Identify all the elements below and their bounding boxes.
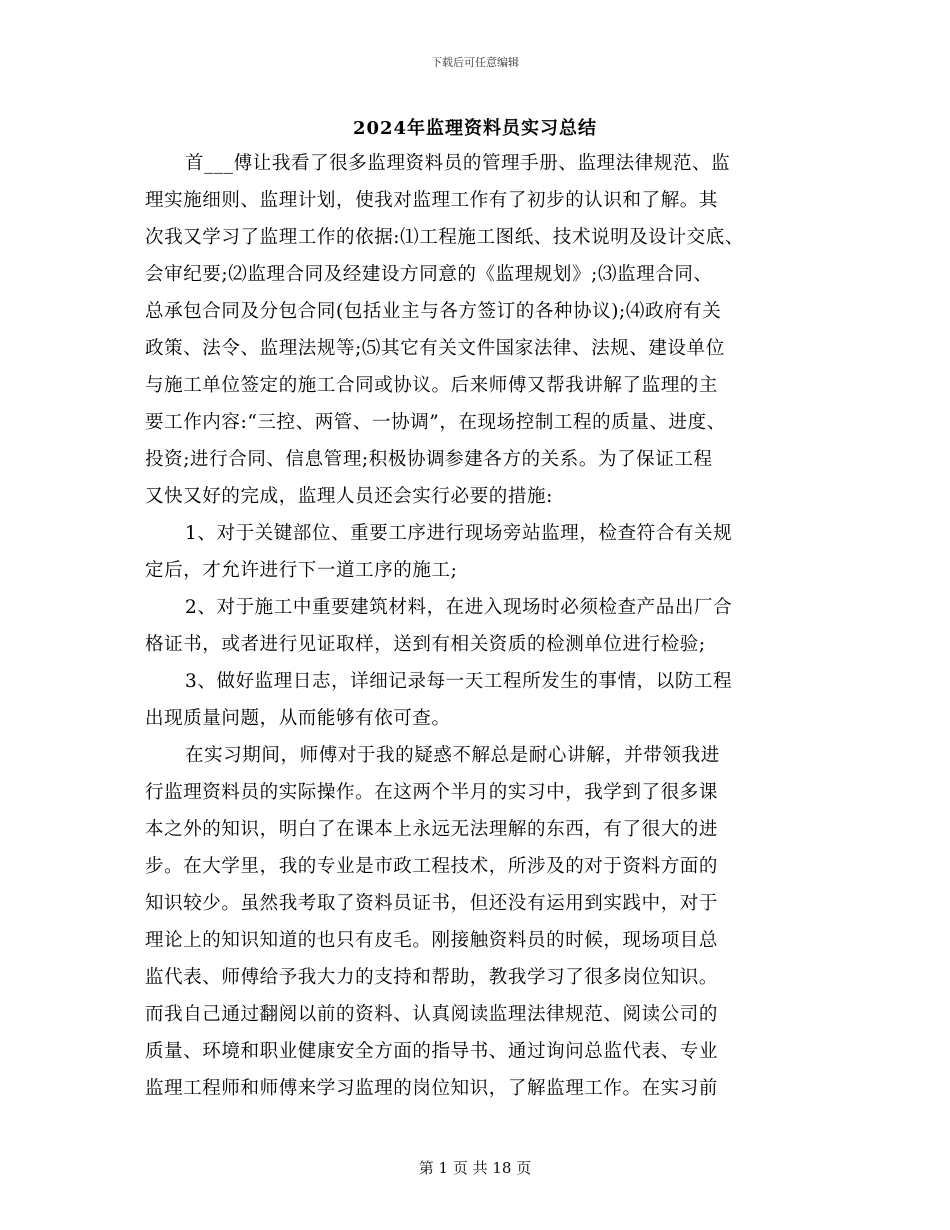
- page-number: 第 1 页 共 18 页: [418, 1159, 532, 1177]
- document-title: 2024年监理资料员实习总结: [352, 118, 598, 139]
- list-item-line: 1、对于关键部位、重要工序进行现场旁站监理，检查符合有关规: [185, 523, 733, 544]
- list-item-line: 定后，才允许进行下一道工序的施工;: [145, 560, 458, 581]
- paragraph-line: 政策、法令、监理法规等;⑸其它有关文件国家法律、法规、建设单位: [145, 338, 725, 359]
- paragraph-line: 本之外的知识，明白了在课本上永远无法理解的东西，有了很大的进: [145, 819, 719, 840]
- paragraph-line: 总承包合同及分包合同(包括业主与各方签订的各种协议);⑷政府有关: [145, 301, 722, 322]
- list-item-line: 3、做好监理日志，详细记录每一天工程所发生的事情，以防工程: [185, 671, 733, 692]
- paragraph-line: 知识较少。虽然我考取了资料员证书，但还没有运用到实践中，对于: [145, 893, 719, 914]
- paragraph-line: 理论上的知识知道的也只有皮毛。刚接触资料员的时候，现场项目总: [145, 930, 719, 951]
- paragraph-line: 首___傅让我看了很多监理资料员的管理手册、监理法律规范、监: [185, 153, 731, 174]
- paragraph-line: 而我自己通过翻阅以前的资料、认真阅读监理法律规范、阅读公司的: [145, 1004, 719, 1025]
- paragraph-line: 投资;进行合同、信息管理;积极协调参建各方的关系。为了保证工程: [145, 449, 713, 470]
- paragraph-line: 会审纪要;⑵监理合同及经建设方同意的《监理规划》;⑶监理合同、: [145, 264, 713, 285]
- paragraph-line: 在实习期间，师傅对于我的疑惑不解总是耐心讲解，并带领我进: [185, 745, 720, 766]
- document-body: [145, 145, 815, 1107]
- paragraph-line: 行监理资料员的实际操作。在这两个半月的实习中，我学到了很多课: [145, 782, 719, 803]
- paragraph-line: 监代表、师傅给予我大力的支持和帮助，教我学习了很多岗位知识。: [145, 967, 719, 988]
- list-item-line: 2、对于施工中重要建筑材料，在进入现场时必须检查产品出厂合: [185, 597, 733, 618]
- paragraph-line: 要工作内容:“三控、两管、一协调”，在现场控制工程的质量、进度、: [145, 412, 726, 433]
- list-item-line: 出现质量问题，从而能够有依可查。: [145, 708, 451, 729]
- header-note: 下载后可任意编辑: [431, 56, 519, 69]
- paragraph-line: 次我又学习了监理工作的依据:⑴工程施工图纸、技术说明及设计交底、: [145, 227, 744, 248]
- paragraph-line: 理实施细则、监理计划，使我对监理工作有了初步的认识和了解。其: [145, 190, 719, 211]
- paragraph-line: 监理工程师和师傅来学习监理的岗位知识，了解监理工作。在实习前: [145, 1078, 719, 1099]
- paragraph-line: 质量、环境和职业健康安全方面的指导书、通过询问总监代表、专业: [145, 1041, 719, 1062]
- paragraph-line: 与施工单位签定的施工合同或协议。后来师傅又帮我讲解了监理的主: [145, 375, 719, 396]
- paragraph-line: 又快又好的完成，监理人员还会实行必要的措施:: [145, 486, 553, 507]
- list-item-line: 格证书，或者进行见证取样，送到有相关资质的检测单位进行检验;: [145, 634, 706, 655]
- paragraph-line: 步。在大学里，我的专业是市政工程技术，所涉及的对于资料方面的: [145, 856, 719, 877]
